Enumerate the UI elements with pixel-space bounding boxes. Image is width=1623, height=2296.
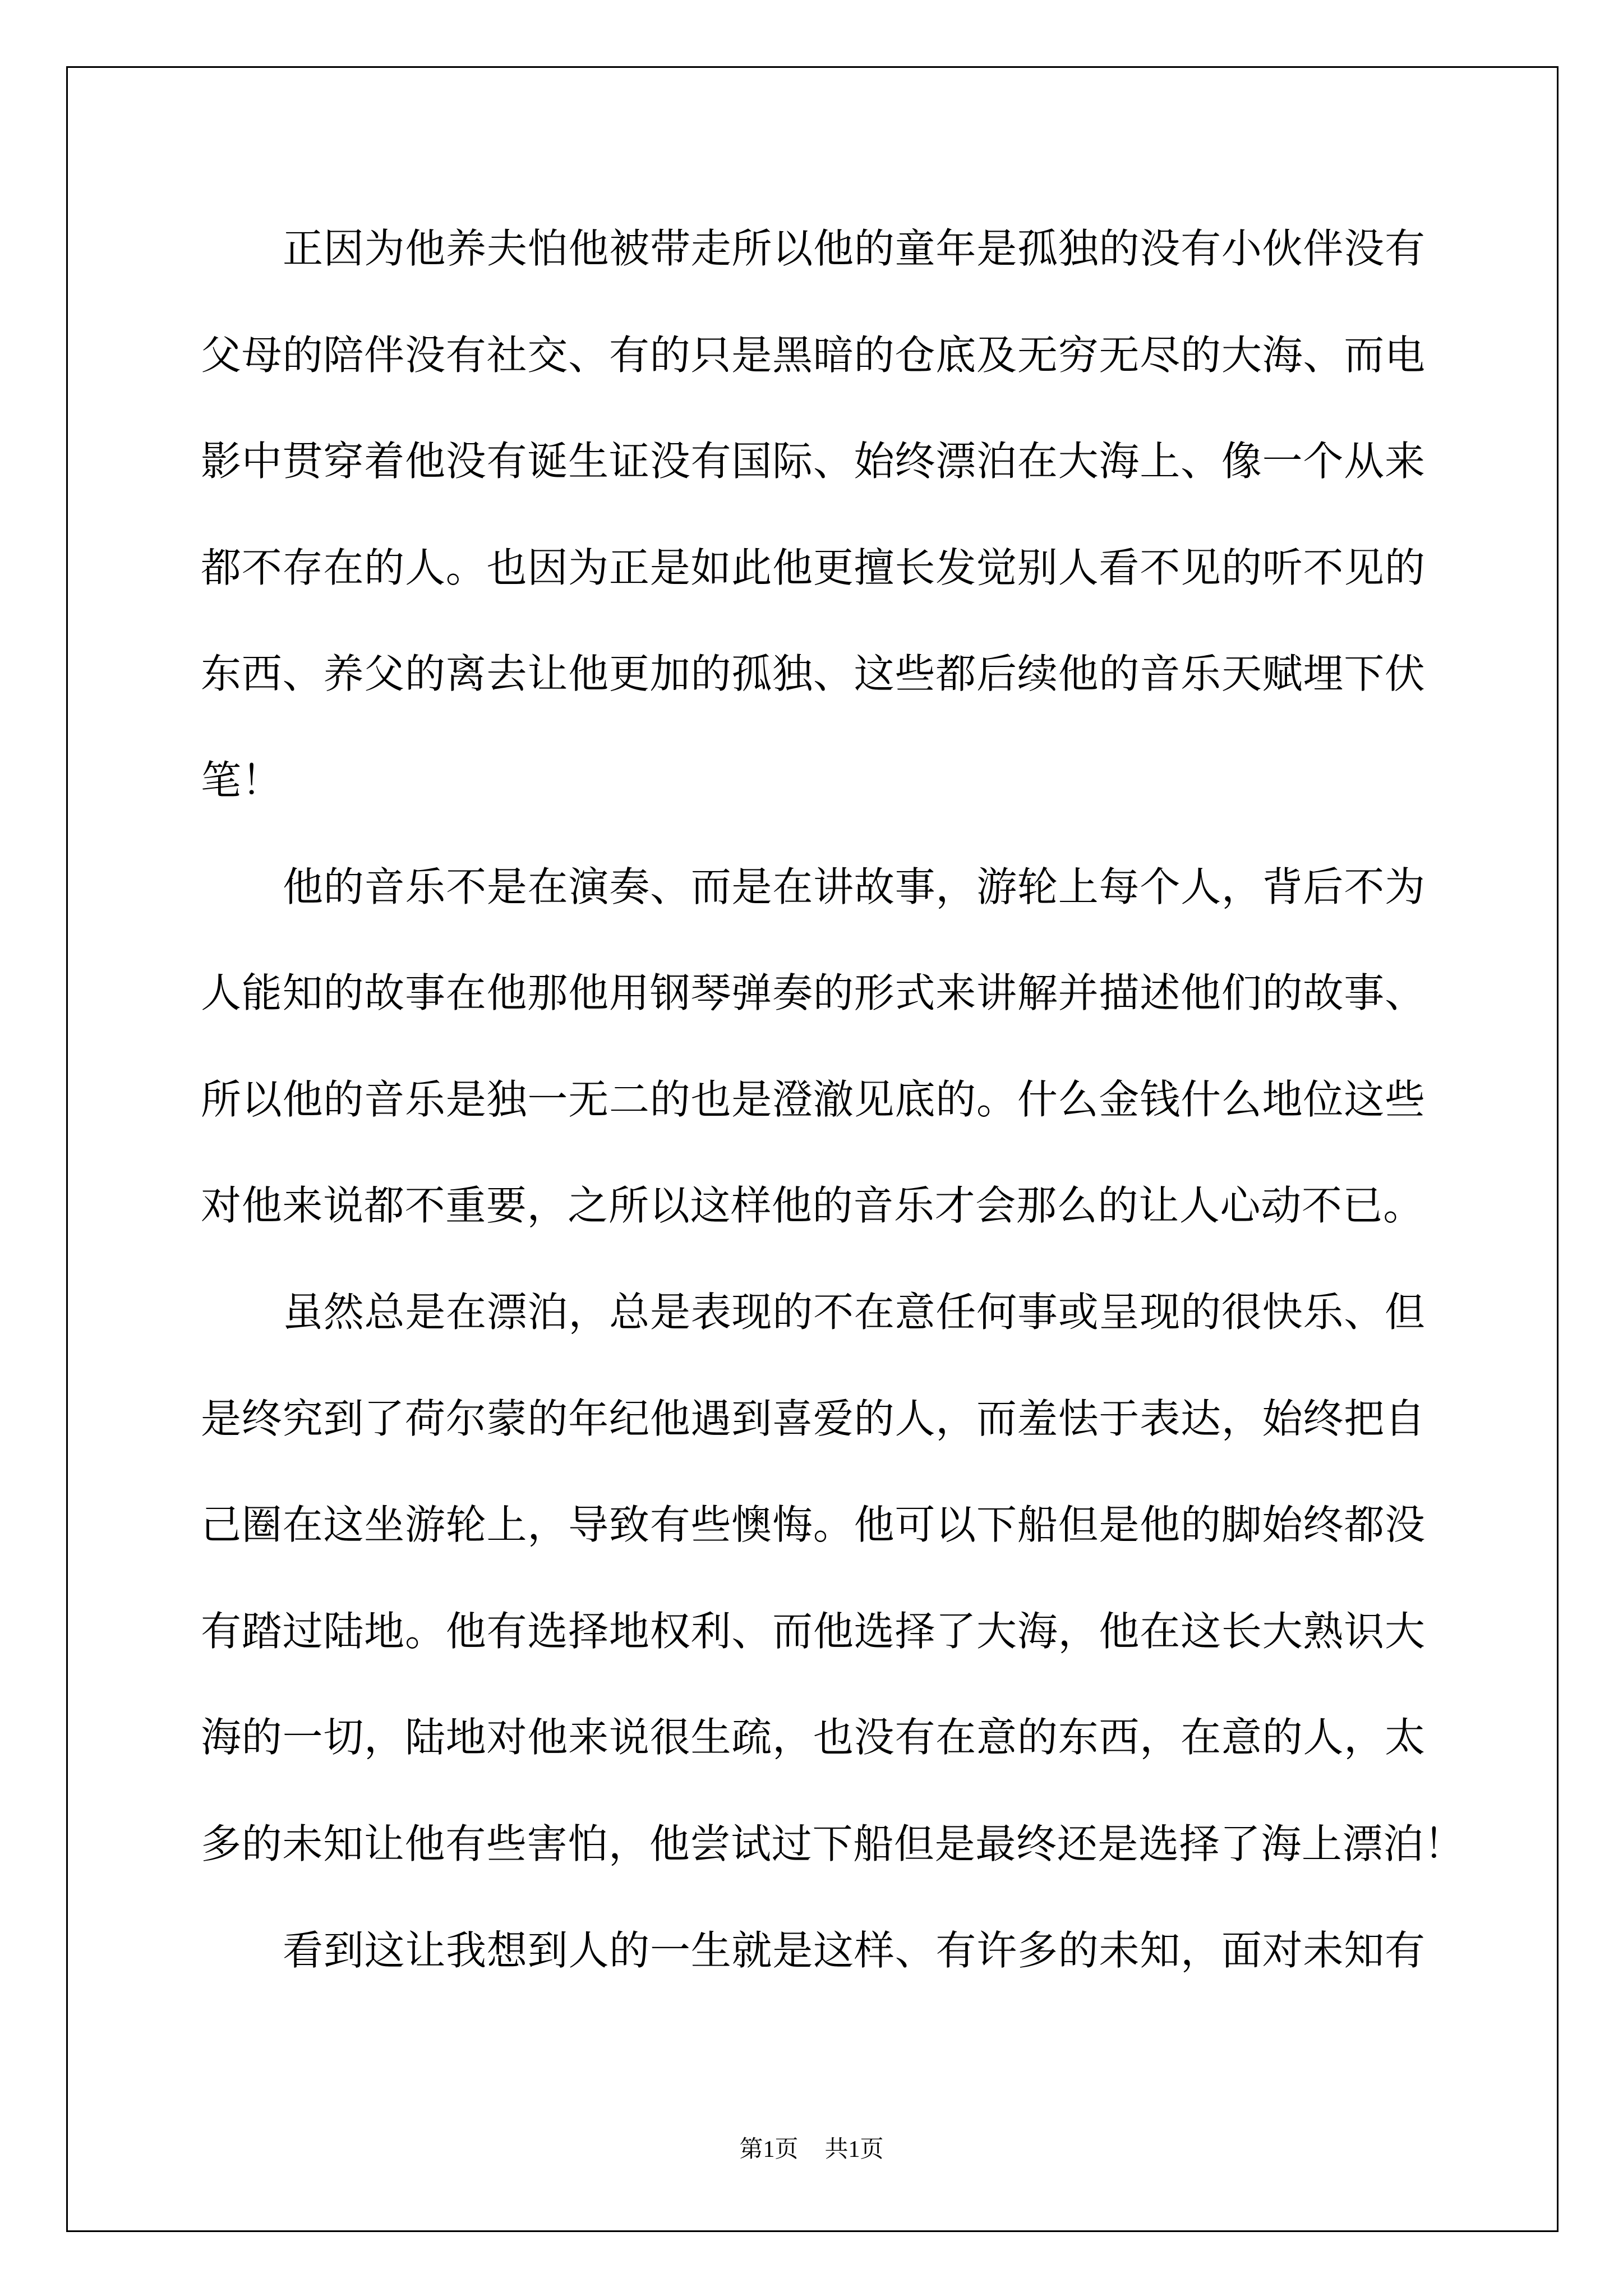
paragraph-1: [201, 196, 1425, 834]
text-line: 所以他的音乐是独一无二的也是澄澈见底的。什么金钱什么地位这些: [201, 1075, 1425, 1123]
text-line: 人能知的故事在他那他用钢琴弹奏的形式来讲解并描述他们的故事、: [201, 969, 1425, 1017]
text-line: 看到这让我想到人的一生就是这样、有许多的未知，面对未知有: [283, 1926, 1425, 1974]
page-total: 共1页: [824, 2137, 884, 2162]
paragraph-2: [201, 834, 1425, 1259]
text-line: 他的音乐不是在演奏、而是在讲故事，游轮上每个人，背后不为: [283, 863, 1425, 910]
text-line: 父母的陪伴没有社交、有的只是黑暗的仓底及无穷无尽的大海、而电: [201, 331, 1425, 379]
text-line: 多的未知让他有些害怕，他尝试过下船但是最终还是选择了海上漂泊！: [201, 1820, 1465, 1867]
text-line: 海的一切，陆地对他来说很生疏，也没有在意的东西，在意的人，太: [201, 1714, 1425, 1761]
document-body: [201, 196, 1465, 2004]
text-line: 己圈在这坐游轮上，导致有些懊悔。他可以下船但是他的脚始终都没: [201, 1501, 1425, 1549]
paragraph-3: [201, 1259, 1465, 1898]
page-footer: [0, 2133, 1623, 2166]
text-line: 是终究到了荷尔蒙的年纪他遇到喜爱的人，而羞怯于表达，始终把自: [201, 1395, 1425, 1442]
text-line: 正因为他养夫怕他被带走所以他的童年是孤独的没有小伙伴没有: [283, 225, 1425, 272]
text-line: 对他来说都不重要，之所以这样他的音乐才会那么的让人心动不已。: [201, 1182, 1424, 1230]
text-line: 虽然总是在漂泊，总是表现的不在意任何事或呈现的很快乐、但: [283, 1288, 1425, 1336]
text-line: 东西、养父的离去让他更加的孤独、这些都后续他的音乐天赋埋下伏: [201, 650, 1425, 698]
text-line: 有踏过陆地。他有选择地权利、而他选择了大海，他在这长大熟识大: [201, 1607, 1425, 1655]
text-line: 都不存在的人。也因为正是如此他更擅长发觉别人看不见的听不见的: [201, 544, 1425, 591]
text-line: 影中贯穿着他没有诞生证没有国际、始终漂泊在大海上、像一个从来: [201, 438, 1425, 485]
paragraph-4: [201, 1898, 1425, 2004]
page-number: 第1页: [739, 2137, 799, 2162]
text-line: 笔！: [201, 756, 283, 804]
